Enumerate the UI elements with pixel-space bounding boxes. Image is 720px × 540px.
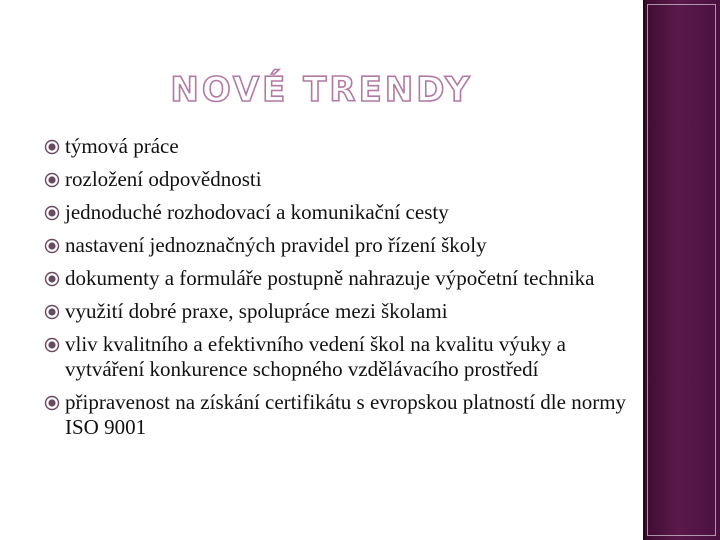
radio-circle-icon [44, 395, 60, 411]
radio-circle-icon [44, 139, 60, 155]
radio-circle-icon [44, 172, 60, 188]
list-item [44, 332, 629, 382]
list-item [44, 200, 629, 225]
list-item [44, 167, 629, 192]
list-item-text: týmová práce [65, 134, 179, 158]
list-item-text: jednoduché rozhodovací a komunikační cesty [65, 200, 449, 224]
bullet-list [44, 134, 629, 448]
list-item [44, 390, 629, 440]
radio-circle-icon [44, 238, 60, 254]
list-item-text: vliv kvalitního a efektivního vedení škol na kvalitu výuky a vytváření konkurence schopného vzdělávacího prostředí [65, 332, 566, 381]
list-item-text: rozložení odpovědnosti [65, 167, 262, 191]
list-item-text: připravenost na získání certifikátu s evropskou platností dle normy ISO 9001 [65, 390, 627, 439]
decorative-side-band [643, 0, 720, 540]
list-item [44, 266, 629, 291]
radio-circle-icon [44, 337, 60, 353]
list-item [44, 299, 629, 324]
radio-circle-icon [44, 205, 60, 221]
slide-title: NOVÉ TRENDY [170, 70, 473, 110]
list-item-text: využití dobré praxe, spolupráce mezi školami [65, 299, 448, 323]
list-item [44, 134, 629, 159]
list-item [44, 233, 629, 258]
list-item-text: dokumenty a formuláře postupně nahrazuje výpočetní technika [65, 266, 595, 290]
list-item-text: nastavení jednoznačných pravidel pro řízení školy [65, 233, 487, 257]
radio-circle-icon [44, 271, 60, 287]
side-band-frame [647, 4, 716, 536]
radio-circle-icon [44, 304, 60, 320]
